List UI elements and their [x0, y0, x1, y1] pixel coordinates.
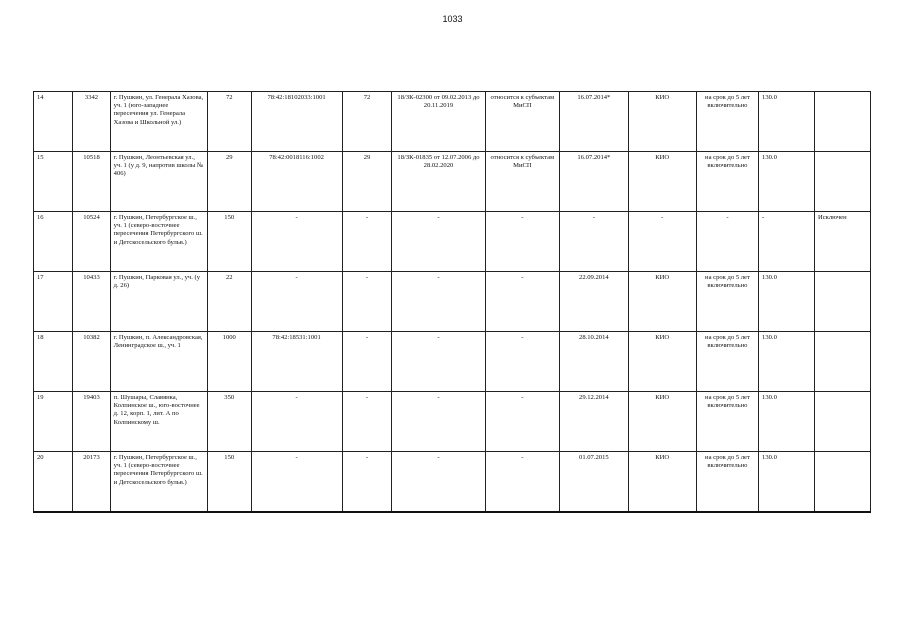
cell-cadastral-number: 78:42:0018116:1002: [251, 152, 342, 212]
table-row: [34, 92, 871, 152]
cell-contract: -: [392, 332, 485, 392]
cell-area-contract: -: [342, 332, 392, 392]
cell-object-id: 10382: [73, 332, 110, 392]
cell-category: -: [485, 212, 560, 272]
page-number: 1033: [442, 14, 463, 24]
cell-term: -: [696, 212, 758, 272]
cell-organization: КИО: [628, 92, 696, 152]
cell-contract: 18/ЗК-02300 от 09.02.2013 до 20.11.2019: [392, 92, 485, 152]
registry-table: [33, 91, 871, 513]
cell-note: Исключен: [814, 212, 870, 272]
cell-cadastral-number: 78:42:18102033:1001: [251, 92, 342, 152]
cell-organization: КИО: [628, 392, 696, 452]
cell-category: относится к субъектам МиСП: [485, 152, 560, 212]
cell-decision-date: 22.09.2014: [560, 272, 628, 332]
cell-organization: КИО: [628, 272, 696, 332]
cell-object-id: 10524: [73, 212, 110, 272]
cell-organization: КИО: [628, 152, 696, 212]
cell-category: -: [485, 272, 560, 332]
cell-code: 130.0: [759, 452, 815, 513]
cell-row-number: 19: [34, 392, 73, 452]
cell-area: 150: [208, 212, 252, 272]
cell-address: г. Пушкин, п. Александровская, Ленинградское ш., уч. 1: [110, 332, 207, 392]
cell-term: на срок до 5 лет включительно: [696, 272, 758, 332]
cell-code: -: [759, 212, 815, 272]
cell-cadastral-number: 78:42:18531:1001: [251, 332, 342, 392]
cell-area: 1000: [208, 332, 252, 392]
cell-note: [814, 392, 870, 452]
cell-row-number: 15: [34, 152, 73, 212]
cell-address: г. Пушкин, Парковая ул., уч. (у д. 26): [110, 272, 207, 332]
cell-category: -: [485, 452, 560, 513]
cell-object-id: 3342: [73, 92, 110, 152]
table-row: [34, 452, 871, 513]
table-row: [34, 272, 871, 332]
cell-address: г. Пушкин, Петербургское ш., уч. 1 (северо-восточнее пересечения Петербургского ш. и Детскосельского бульв.): [110, 212, 207, 272]
cell-term: на срок до 5 лет включительно: [696, 452, 758, 513]
cell-row-number: 20: [34, 452, 73, 513]
cell-decision-date: 16.07.2014*: [560, 152, 628, 212]
cell-area-contract: -: [342, 452, 392, 513]
cell-area-contract: 72: [342, 92, 392, 152]
cell-code: 130.0: [759, 332, 815, 392]
cell-cadastral-number: -: [251, 452, 342, 513]
cell-code: 130.0: [759, 152, 815, 212]
cell-contract: -: [392, 452, 485, 513]
cell-organization: КИО: [628, 452, 696, 513]
cell-code: 130.0: [759, 392, 815, 452]
cell-decision-date: -: [560, 212, 628, 272]
cell-decision-date: 29.12.2014: [560, 392, 628, 452]
table-row: [34, 392, 871, 452]
cell-area-contract: 29: [342, 152, 392, 212]
cell-category: -: [485, 392, 560, 452]
cell-address: г. Пушкин, Леонтьевская ул., уч. 1 (у д. 9, напротив школы № 406): [110, 152, 207, 212]
cell-area: 29: [208, 152, 252, 212]
cell-address: г. Пушкин, ул. Генерала Хазова, уч. 1 (юго-западнее пересечения ул. Генерала Хазова и Школьной ул.): [110, 92, 207, 152]
cell-decision-date: 28.10.2014: [560, 332, 628, 392]
cell-decision-date: 01.07.2015: [560, 452, 628, 513]
cell-contract: 18/ЗК-01835 от 12.07.2006 до 28.02.2020: [392, 152, 485, 212]
cell-organization: -: [628, 212, 696, 272]
cell-note: [814, 92, 870, 152]
cell-code: 130.0: [759, 92, 815, 152]
cell-code: 130.0: [759, 272, 815, 332]
cell-row-number: 16: [34, 212, 73, 272]
cell-term: на срок до 5 лет включительно: [696, 92, 758, 152]
cell-area-contract: -: [342, 392, 392, 452]
cell-area-contract: -: [342, 212, 392, 272]
cell-note: [814, 452, 870, 513]
table-row: [34, 212, 871, 272]
cell-contract: -: [392, 272, 485, 332]
cell-cadastral-number: -: [251, 272, 342, 332]
cell-object-id: 10433: [73, 272, 110, 332]
cell-area: 350: [208, 392, 252, 452]
cell-object-id: 19403: [73, 392, 110, 452]
cell-address: п. Шушары, Славянка, Колпинское ш., юго-восточнее д. 12, корп. 1, лит. А по Колпинскому ш.: [110, 392, 207, 452]
cell-row-number: 17: [34, 272, 73, 332]
cell-area: 150: [208, 452, 252, 513]
cell-term: на срок до 5 лет включительно: [696, 152, 758, 212]
cell-address: г. Пушкин, Петербургское ш., уч. 1 (северо-восточнее пересечения Петербургского ш. и Детскосельского бульв.): [110, 452, 207, 513]
cell-cadastral-number: -: [251, 212, 342, 272]
table-row: [34, 332, 871, 392]
cell-row-number: 18: [34, 332, 73, 392]
cell-category: относится к субъектам МиСП: [485, 92, 560, 152]
cell-term: на срок до 5 лет включительно: [696, 392, 758, 452]
cell-term: на срок до 5 лет включительно: [696, 332, 758, 392]
cell-category: -: [485, 332, 560, 392]
cell-area: 72: [208, 92, 252, 152]
cell-area-contract: -: [342, 272, 392, 332]
cell-contract: -: [392, 392, 485, 452]
cell-row-number: 14: [34, 92, 73, 152]
cell-cadastral-number: -: [251, 392, 342, 452]
cell-area: 22: [208, 272, 252, 332]
cell-note: [814, 332, 870, 392]
cell-note: [814, 152, 870, 212]
cell-organization: КИО: [628, 332, 696, 392]
cell-object-id: 10518: [73, 152, 110, 212]
cell-note: [814, 272, 870, 332]
cell-decision-date: 16.07.2014*: [560, 92, 628, 152]
table-row: [34, 152, 871, 212]
cell-contract: -: [392, 212, 485, 272]
cell-object-id: 20173: [73, 452, 110, 513]
